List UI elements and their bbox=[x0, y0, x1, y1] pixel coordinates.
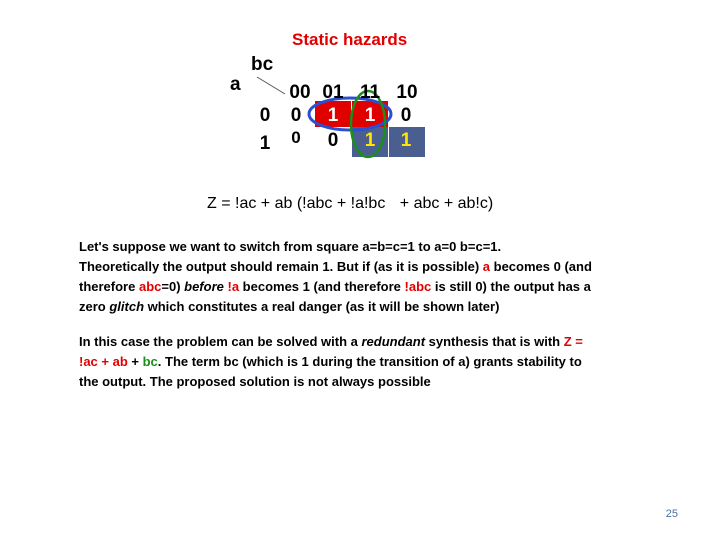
formula-main: Z = !ac + ab (!abc + !a!bc bbox=[207, 195, 386, 212]
paragraph-line: In this case the problem can be solved with a redundant synthesis that is with Z = bbox=[79, 334, 583, 349]
col-header: 11 bbox=[359, 82, 381, 103]
formula-rest: + abc + ab!c bbox=[399, 195, 488, 212]
hazard-formula bbox=[207, 195, 493, 213]
col-header: 01 bbox=[322, 82, 344, 103]
karnaugh-map bbox=[0, 0, 720, 200]
formula-close: ) bbox=[487, 195, 494, 212]
row-header: 0 bbox=[259, 105, 271, 126]
paragraph-line: Theoretically the output should remain 1. But if (as it is possible) a becomes 0 (and bbox=[79, 259, 592, 274]
paragraph-line: therefore abc=0) before !a becomes 1 (and therefore !abc is still 0) the output has a bbox=[79, 279, 591, 294]
paragraph-line: zero glitch which constitutes a real danger (as it will be shown later) bbox=[79, 299, 500, 314]
col-header: 10 bbox=[396, 82, 418, 103]
solution-paragraph bbox=[79, 332, 649, 392]
kmap-cell: 1 bbox=[327, 105, 339, 126]
kmap-diagonal-line bbox=[257, 77, 285, 94]
kmap-cell: 1 bbox=[364, 130, 376, 151]
kmap-row-variable: a bbox=[230, 74, 241, 95]
explanation-paragraph bbox=[79, 237, 649, 317]
paragraph-line: Let's suppose we want to switch from square a=b=c=1 to a=0 b=c=1. bbox=[79, 239, 502, 254]
slide-title: Static hazards bbox=[292, 30, 408, 49]
kmap-cell: 0 bbox=[291, 128, 301, 147]
row-header: 1 bbox=[259, 133, 271, 154]
col-header: 00 bbox=[289, 82, 311, 103]
kmap-cell: 1 bbox=[364, 105, 376, 126]
paragraph-line: !ac + ab + bc. The term bc (which is 1 during the transition of a) grants stability to bbox=[79, 354, 582, 369]
kmap-cell: 0 bbox=[327, 130, 339, 151]
kmap-cell: 1 bbox=[400, 130, 412, 151]
kmap-column-variable: bc bbox=[251, 54, 274, 75]
kmap-cell: 0 bbox=[400, 105, 412, 126]
page-number: 25 bbox=[665, 508, 678, 520]
kmap-cell: 0 bbox=[290, 105, 302, 126]
paragraph-line: the output. The proposed solution is not always possible bbox=[79, 374, 431, 389]
